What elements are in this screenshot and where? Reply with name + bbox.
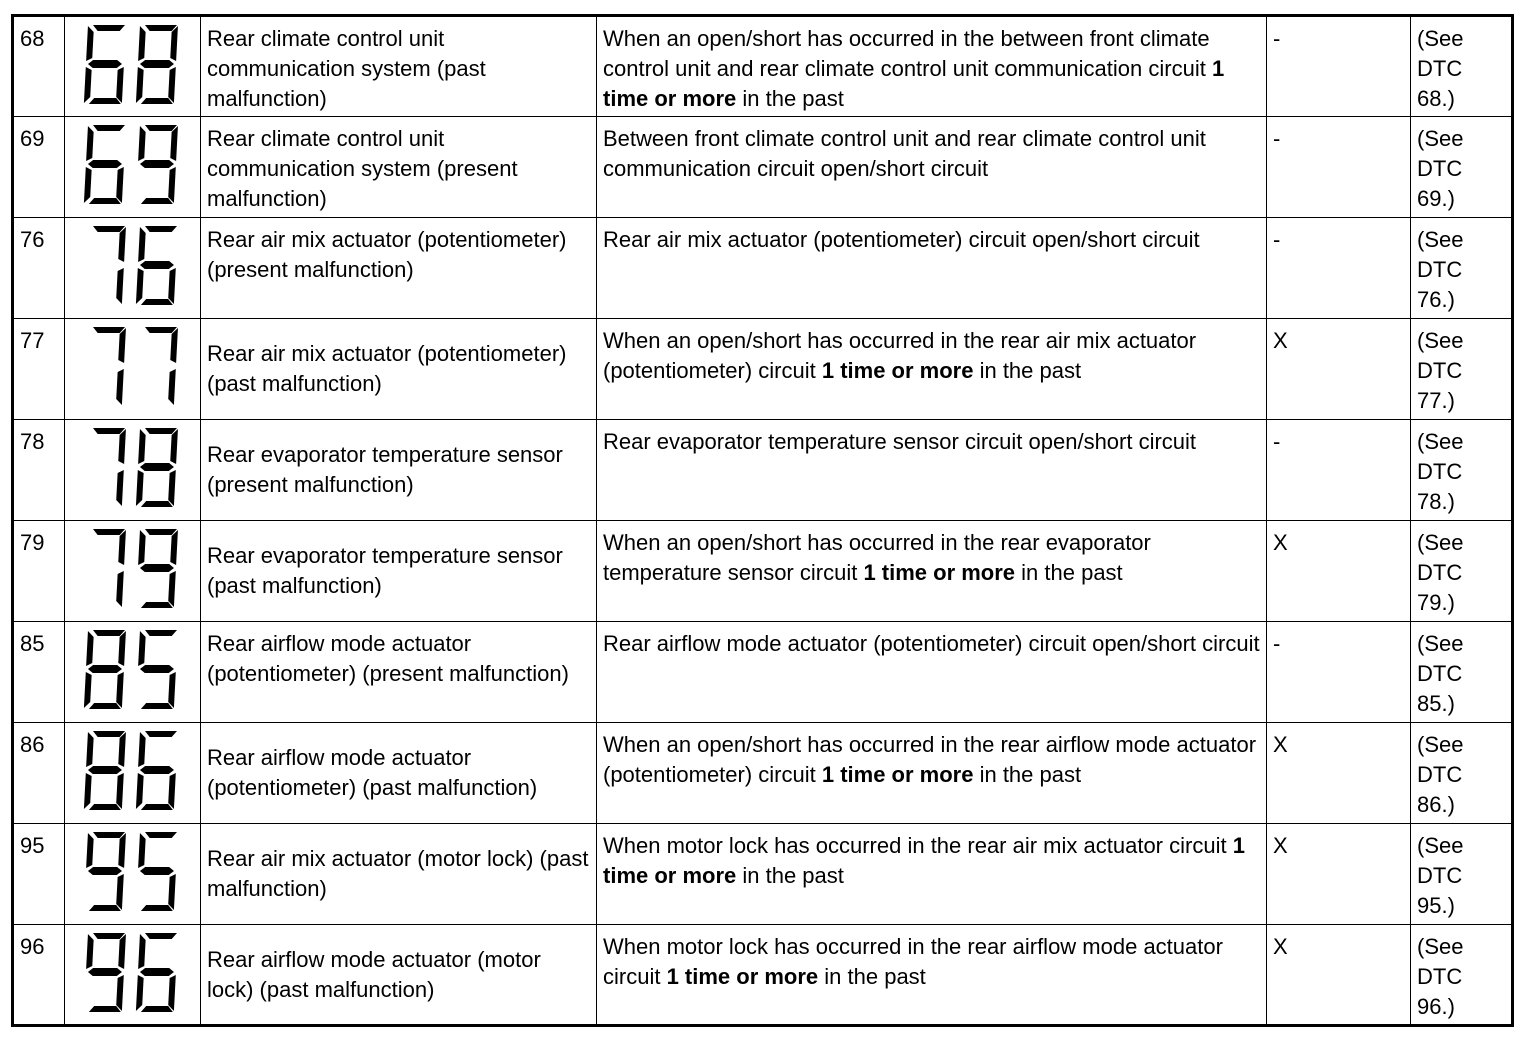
diagnosed-item: Rear climate control unit communication system (present malfunction) — [207, 126, 518, 211]
digit-segment — [115, 672, 123, 708]
digit-segment — [144, 428, 176, 434]
digit-segment — [140, 299, 172, 305]
digit-segment — [88, 703, 120, 709]
digit-segment — [115, 975, 123, 1011]
digit-segment — [86, 26, 94, 61]
display-digit — [88, 226, 125, 304]
digit-segment — [140, 501, 172, 507]
table-row — [13, 117, 1513, 218]
digit-segment — [86, 833, 94, 868]
diagnosed-item-cell — [201, 824, 597, 925]
display-digit — [83, 125, 125, 204]
condition-emphasis: 1 time or more — [821, 762, 974, 787]
digit-segment — [118, 833, 126, 868]
dtc-code: 85 — [20, 631, 45, 656]
diagnosed-item-cell — [201, 925, 597, 1026]
digit-segment — [139, 968, 173, 976]
memory-mark-cell — [1267, 16, 1411, 117]
digit-segment — [135, 268, 143, 304]
digit-segment — [86, 631, 94, 666]
memory-mark-cell — [1267, 723, 1411, 824]
detection-condition-cell — [597, 824, 1267, 925]
dtc-code: 95 — [20, 833, 45, 858]
digit-segment — [86, 732, 94, 767]
digit-segment — [135, 975, 143, 1011]
memory-mark: - — [1273, 26, 1281, 51]
digit-segment — [135, 67, 143, 103]
memory-mark: - — [1273, 227, 1281, 252]
digit-segment — [83, 672, 91, 708]
dtc-code-cell — [13, 319, 65, 420]
condition-text: When motor lock has occurred in the rear airflow mode actuator circuit — [603, 934, 1223, 989]
detection-condition-cell — [597, 218, 1267, 319]
reference-cell — [1411, 218, 1513, 319]
condition-text: in the past — [736, 86, 844, 111]
diagnosed-item: Rear evaporator temperature sensor (present malfunction) — [207, 442, 563, 497]
digit-segment — [87, 968, 121, 976]
seven-segment-display — [83, 831, 183, 913]
digit-segment — [87, 867, 121, 875]
digit-segment — [92, 832, 124, 838]
condition-text: in the past — [973, 358, 1082, 383]
digit-segment — [115, 167, 123, 203]
display-cell — [65, 723, 201, 824]
digit-segment — [115, 67, 123, 103]
seven-segment-display — [83, 629, 183, 711]
dtc-code-cell — [13, 622, 65, 723]
digit-segment — [88, 804, 120, 810]
detection-condition-cell — [597, 16, 1267, 117]
condition-text: in the past — [736, 863, 844, 888]
digit-segment — [115, 470, 123, 506]
seven-segment-display — [83, 730, 183, 812]
dtc-reference: (See DTC 78.) — [1417, 429, 1464, 514]
digit-segment — [167, 874, 175, 910]
digit-segment — [144, 832, 176, 838]
digit-segment — [167, 672, 175, 708]
reference-cell — [1411, 16, 1513, 117]
condition-text: in the past — [973, 762, 1082, 787]
digit-segment — [86, 126, 94, 161]
digit-segment — [92, 529, 124, 535]
display-cell — [65, 319, 201, 420]
digit-segment — [115, 874, 123, 910]
digit-segment — [170, 530, 178, 565]
memory-mark: - — [1273, 631, 1281, 656]
diagnosed-item-cell — [201, 117, 597, 218]
dtc-code: 96 — [20, 934, 45, 959]
dtc-reference: (See DTC 69.) — [1417, 126, 1464, 211]
memory-mark-cell — [1267, 319, 1411, 420]
display-digit — [135, 832, 177, 911]
digit-segment — [87, 665, 121, 673]
dtc-code-cell — [13, 218, 65, 319]
dtc-code-cell — [13, 824, 65, 925]
digit-segment — [170, 328, 178, 363]
memory-mark: - — [1273, 429, 1281, 454]
display-cell — [65, 521, 201, 622]
detection-condition-cell — [597, 319, 1267, 420]
diagnosed-item: Rear evaporator temperature sensor (past malfunction) — [207, 543, 563, 598]
table-row — [13, 824, 1513, 925]
table-row — [13, 723, 1513, 824]
diagnosed-item-cell — [201, 420, 597, 521]
seven-segment-display — [83, 427, 183, 509]
detection-condition-cell — [597, 420, 1267, 521]
display-digit — [140, 327, 177, 405]
digit-segment — [115, 268, 123, 304]
dtc-reference: (See DTC 79.) — [1417, 530, 1464, 615]
memory-mark: - — [1273, 126, 1281, 151]
digit-segment — [140, 1006, 172, 1012]
digit-segment — [144, 933, 176, 939]
reference-cell — [1411, 824, 1513, 925]
condition-text: When motor lock has occurred in the rear air mix actuator circuit — [603, 833, 1233, 858]
dtc-reference: (See DTC 85.) — [1417, 631, 1464, 716]
diagnosed-item: Rear airflow mode actuator (potentiometer) (present malfunction) — [207, 631, 569, 686]
digit-segment — [87, 160, 121, 168]
display-digit — [88, 428, 125, 506]
digit-segment — [144, 226, 176, 232]
digit-segment — [88, 905, 120, 911]
digit-segment — [138, 126, 146, 161]
memory-mark-cell — [1267, 117, 1411, 218]
digit-segment — [92, 25, 124, 31]
display-digit — [88, 529, 125, 607]
condition-emphasis: 1 time or more — [603, 833, 1245, 888]
digit-segment — [170, 429, 178, 464]
display-digit — [83, 630, 125, 709]
condition-text: in the past — [1015, 560, 1123, 585]
condition-text: When an open/short has occurred in the between front climate control unit and rear climate control unit communication circuit — [603, 26, 1212, 81]
condition-emphasis: 1 time or more — [666, 964, 819, 989]
reference-cell — [1411, 117, 1513, 218]
display-digit — [83, 25, 125, 104]
digit-segment — [167, 773, 175, 809]
digit-segment — [87, 60, 121, 68]
condition-emphasis: 1 time or more — [863, 560, 1016, 585]
display-digit — [135, 125, 177, 204]
dtc-reference: (See DTC 86.) — [1417, 732, 1464, 817]
display-digit — [135, 25, 177, 104]
condition-text: in the past — [818, 964, 926, 989]
dtc-reference: (See DTC 77.) — [1417, 328, 1464, 413]
digit-segment — [118, 328, 126, 363]
diagnosed-item: Rear air mix actuator (potentiometer) (present malfunction) — [207, 227, 567, 282]
detection-condition-cell — [597, 723, 1267, 824]
digit-segment — [118, 732, 126, 767]
display-cell — [65, 117, 201, 218]
memory-mark-cell — [1267, 824, 1411, 925]
digit-segment — [118, 934, 126, 969]
diagnosed-item-cell — [201, 319, 597, 420]
digit-segment — [140, 703, 172, 709]
reference-cell — [1411, 723, 1513, 824]
display-cell — [65, 925, 201, 1026]
reference-cell — [1411, 319, 1513, 420]
condition-emphasis: 1 time or more — [821, 358, 974, 383]
digit-segment — [140, 804, 172, 810]
table-row — [13, 420, 1513, 521]
digit-segment — [118, 631, 126, 666]
diagnosed-item: Rear air mix actuator (motor lock) (past malfunction) — [207, 846, 589, 901]
digit-segment — [92, 428, 124, 434]
dtc-code: 68 — [20, 26, 45, 51]
condition-text: When an open/short has occurred in the rear air mix actuator (potentiometer) circuit — [603, 328, 1197, 383]
dtc-code-cell — [13, 521, 65, 622]
dtc-code-cell — [13, 16, 65, 117]
digit-segment — [115, 369, 123, 405]
digit-segment — [144, 25, 176, 31]
digit-segment — [139, 261, 173, 269]
digit-segment — [83, 167, 91, 203]
digit-segment — [138, 26, 146, 61]
digit-segment — [167, 470, 175, 506]
display-digit — [135, 428, 177, 507]
dtc-table-body — [13, 16, 1513, 1026]
display-digit — [88, 327, 125, 405]
digit-segment — [140, 198, 172, 204]
memory-mark: X — [1273, 328, 1288, 353]
digit-segment — [138, 934, 146, 969]
memory-mark-cell — [1267, 925, 1411, 1026]
diagnosed-item-cell — [201, 622, 597, 723]
digit-segment — [139, 665, 173, 673]
reference-cell — [1411, 622, 1513, 723]
digit-segment — [87, 766, 121, 774]
digit-segment — [140, 602, 172, 608]
dtc-code: 86 — [20, 732, 45, 757]
dtc-reference: (See DTC 68.) — [1417, 26, 1464, 111]
diagnosed-item: Rear air mix actuator (potentiometer) (past malfunction) — [207, 341, 567, 396]
table-row — [13, 218, 1513, 319]
condition-emphasis: 1 time or more — [603, 56, 1225, 111]
dtc-reference: (See DTC 95.) — [1417, 833, 1464, 918]
memory-mark: X — [1273, 934, 1288, 959]
memory-mark-cell — [1267, 218, 1411, 319]
digit-segment — [167, 369, 175, 405]
digit-segment — [115, 773, 123, 809]
diagnosed-item: Rear airflow mode actuator (motor lock) (past malfunction) — [207, 946, 541, 1002]
digit-segment — [167, 975, 175, 1011]
dtc-code-cell — [13, 723, 65, 824]
seven-segment-display — [83, 932, 183, 1014]
digit-segment — [88, 198, 120, 204]
digit-segment — [92, 933, 124, 939]
digit-segment — [144, 731, 176, 737]
digit-segment — [135, 773, 143, 809]
dtc-code: 69 — [20, 126, 45, 151]
digit-segment — [92, 327, 124, 333]
condition-text: Rear evaporator temperature sensor circuit open/short circuit — [603, 429, 1197, 454]
seven-segment-display — [83, 124, 183, 206]
dtc-code: 77 — [20, 328, 45, 353]
memory-mark-cell — [1267, 521, 1411, 622]
table-row — [13, 521, 1513, 622]
digit-segment — [92, 731, 124, 737]
dtc-code-cell — [13, 117, 65, 218]
memory-mark: X — [1273, 732, 1288, 757]
digit-segment — [118, 227, 126, 262]
digit-segment — [138, 631, 146, 666]
seven-segment-display — [83, 528, 183, 610]
digit-segment — [138, 833, 146, 868]
display-cell — [65, 218, 201, 319]
digit-segment — [167, 268, 175, 304]
detection-condition-cell — [597, 622, 1267, 723]
diagnosed-item: Rear climate control unit communication system (past malfunction) — [207, 26, 486, 111]
reference-cell — [1411, 925, 1513, 1026]
digit-segment — [83, 773, 91, 809]
digit-segment — [86, 934, 94, 969]
detection-condition-cell — [597, 117, 1267, 218]
digit-segment — [92, 125, 124, 131]
digit-segment — [167, 167, 175, 203]
dtc-code: 78 — [20, 429, 45, 454]
display-digit — [83, 731, 125, 810]
memory-mark-cell — [1267, 622, 1411, 723]
display-digit — [135, 226, 177, 305]
digit-segment — [138, 732, 146, 767]
digit-segment — [92, 630, 124, 636]
seven-segment-display — [83, 225, 183, 307]
digit-segment — [140, 905, 172, 911]
digit-segment — [170, 26, 178, 61]
digit-segment — [115, 571, 123, 607]
reference-cell — [1411, 420, 1513, 521]
digit-segment — [118, 429, 126, 464]
display-cell — [65, 824, 201, 925]
digit-segment — [144, 529, 176, 535]
digit-segment — [167, 67, 175, 103]
digit-segment — [139, 60, 173, 68]
table-row — [13, 925, 1513, 1026]
display-cell — [65, 16, 201, 117]
digit-segment — [139, 564, 173, 572]
digit-segment — [92, 226, 124, 232]
display-cell — [65, 622, 201, 723]
seven-segment-display — [83, 24, 183, 106]
diagnosed-item-cell — [201, 218, 597, 319]
digit-segment — [139, 463, 173, 471]
display-cell — [65, 420, 201, 521]
dtc-code: 79 — [20, 530, 45, 555]
diagnosed-item-cell — [201, 16, 597, 117]
digit-segment — [140, 98, 172, 104]
table-row — [13, 16, 1513, 117]
dtc-reference: (See DTC 96.) — [1417, 934, 1464, 1019]
detection-condition-cell — [597, 521, 1267, 622]
dtc-code: 76 — [20, 227, 45, 252]
condition-text: When an open/short has occurred in the rear airflow mode actuator (potentiometer) circuit — [603, 732, 1257, 787]
digit-segment — [144, 327, 176, 333]
digit-segment — [139, 766, 173, 774]
condition-text: Rear airflow mode actuator (potentiometer) circuit open/short circuit — [603, 631, 1260, 656]
digit-segment — [139, 867, 173, 875]
digit-segment — [144, 630, 176, 636]
memory-mark: X — [1273, 833, 1288, 858]
condition-text: Rear air mix actuator (potentiometer) circuit open/short circuit — [603, 227, 1200, 252]
reference-cell — [1411, 521, 1513, 622]
digit-segment — [118, 530, 126, 565]
condition-text: Between front climate control unit and rear climate control unit communication circuit open/short circuit — [603, 126, 1206, 181]
diagnosed-item: Rear airflow mode actuator (potentiometer) (past malfunction) — [207, 745, 538, 800]
memory-mark: X — [1273, 530, 1288, 555]
condition-text: When an open/short has occurred in the rear evaporator temperature sensor circuit — [603, 530, 1151, 585]
dtc-code-cell — [13, 925, 65, 1026]
display-digit — [135, 731, 177, 810]
digit-segment — [139, 160, 173, 168]
diagnosed-item-cell — [201, 723, 597, 824]
digit-segment — [138, 429, 146, 464]
digit-segment — [138, 227, 146, 262]
diagnosed-item-cell — [201, 521, 597, 622]
display-digit — [135, 630, 177, 709]
digit-segment — [88, 98, 120, 104]
digit-segment — [138, 530, 146, 565]
digit-segment — [88, 1006, 120, 1012]
dtc-code-cell — [13, 420, 65, 521]
digit-segment — [170, 126, 178, 161]
digit-segment — [144, 125, 176, 131]
seven-segment-display — [83, 326, 183, 408]
display-digit — [135, 529, 177, 608]
digit-segment — [83, 67, 91, 103]
dtc-table — [11, 14, 1514, 1027]
display-digit — [83, 832, 125, 911]
digit-segment — [135, 470, 143, 506]
display-digit — [83, 933, 125, 1012]
table-row — [13, 622, 1513, 723]
memory-mark-cell — [1267, 420, 1411, 521]
detection-condition-cell — [597, 925, 1267, 1026]
display-digit — [135, 933, 177, 1012]
digit-segment — [167, 571, 175, 607]
table-row — [13, 319, 1513, 420]
dtc-reference: (See DTC 76.) — [1417, 227, 1464, 312]
